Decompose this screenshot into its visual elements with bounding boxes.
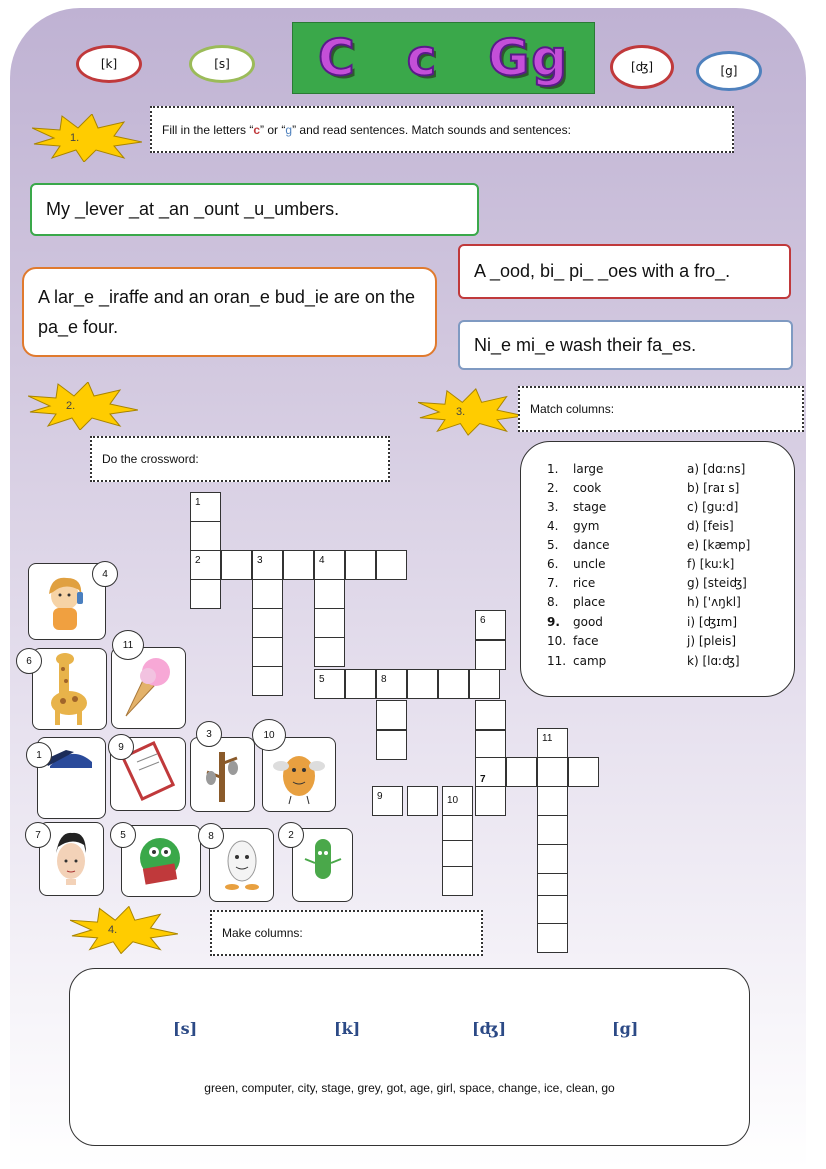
item-word: dance bbox=[573, 538, 610, 552]
crossword-cell[interactable] bbox=[537, 815, 568, 845]
match-row bbox=[521, 615, 794, 634]
crossword-cell[interactable] bbox=[283, 550, 314, 580]
title-letter: c bbox=[406, 29, 439, 87]
item-phonetic: c) [guːd] bbox=[687, 500, 739, 514]
crossword-cell[interactable] bbox=[314, 579, 345, 609]
match-row bbox=[521, 595, 794, 614]
match-row bbox=[521, 634, 794, 653]
clue-number: 4 bbox=[319, 555, 325, 566]
crossword-cell[interactable] bbox=[475, 700, 506, 730]
item-phonetic: f) [kuːk] bbox=[687, 557, 735, 571]
crossword-cell[interactable] bbox=[475, 786, 506, 816]
crossword-cell[interactable] bbox=[407, 786, 438, 816]
crossword-cell[interactable] bbox=[475, 640, 506, 670]
sound-oval-g bbox=[696, 51, 762, 91]
clue-number: 6 bbox=[480, 615, 486, 626]
crossword-cell[interactable] bbox=[190, 550, 221, 580]
item-number: 5. bbox=[547, 538, 559, 552]
picture-label bbox=[198, 823, 224, 849]
task2-instruction bbox=[90, 436, 390, 482]
crossword-cell[interactable] bbox=[314, 608, 345, 638]
picture-label bbox=[26, 742, 52, 768]
match-row bbox=[521, 500, 794, 519]
crossword-cell[interactable] bbox=[252, 579, 283, 609]
item-word: stage bbox=[573, 500, 607, 514]
clue-number: 7 bbox=[480, 774, 486, 785]
title-letter: C bbox=[317, 29, 357, 87]
crossword-cell[interactable] bbox=[506, 757, 537, 787]
match-columns-panel bbox=[520, 441, 795, 697]
clue-number: 5 bbox=[319, 674, 325, 685]
item-phonetic: k) [lɑːʤ] bbox=[687, 654, 740, 668]
crossword-cell[interactable] bbox=[314, 669, 345, 699]
crossword-cell[interactable] bbox=[469, 669, 500, 699]
task-number-star-2 bbox=[28, 382, 138, 430]
sound-oval-k bbox=[76, 45, 142, 83]
crossword-cell[interactable] bbox=[252, 637, 283, 667]
crossword-cell[interactable] bbox=[314, 550, 345, 580]
picture-label bbox=[278, 822, 304, 848]
match-row bbox=[521, 462, 794, 481]
crossword-cell[interactable] bbox=[376, 550, 407, 580]
crossword-cell[interactable] bbox=[252, 550, 283, 580]
item-number: 2. bbox=[547, 481, 559, 495]
item-number: 3. bbox=[547, 500, 559, 514]
clue-number: 9 bbox=[377, 791, 383, 802]
item-phonetic: b) [raɪ s] bbox=[687, 481, 740, 495]
task-number-star-4 bbox=[70, 906, 178, 954]
task-number: 1. bbox=[70, 132, 80, 144]
sound-label: [k] bbox=[100, 57, 118, 71]
column-heading-dzh: [ʤ] bbox=[472, 1019, 507, 1038]
crossword-cell[interactable] bbox=[537, 844, 568, 874]
picture-label bbox=[252, 719, 286, 751]
sound-oval-s bbox=[189, 45, 255, 83]
crossword-cell[interactable] bbox=[372, 786, 403, 816]
picture-label bbox=[112, 630, 144, 660]
crossword-cell[interactable] bbox=[252, 608, 283, 638]
item-word: place bbox=[573, 595, 606, 609]
column-heading-k: [k] bbox=[334, 1019, 361, 1038]
match-row bbox=[521, 519, 794, 538]
sound-oval-dzh bbox=[610, 45, 674, 89]
sentence-box-green bbox=[30, 183, 479, 236]
picture-giraffe bbox=[32, 648, 107, 730]
label-text: 1 bbox=[36, 749, 42, 761]
crossword-cell[interactable] bbox=[376, 669, 407, 699]
crossword-cell[interactable] bbox=[475, 610, 506, 640]
clue-number: 11 bbox=[542, 733, 553, 744]
crossword-cell[interactable] bbox=[221, 550, 252, 580]
item-word: gym bbox=[573, 519, 600, 533]
instruction-text: ” or “ bbox=[260, 122, 286, 137]
item-number: 10. bbox=[547, 634, 567, 648]
sentence-text: Ni_e mi_e wash their fa_es. bbox=[474, 334, 697, 355]
item-word: uncle bbox=[573, 557, 606, 571]
picture-label bbox=[110, 822, 136, 848]
task-number: 3. bbox=[456, 406, 466, 418]
sound-label: [g] bbox=[720, 64, 738, 78]
match-row bbox=[521, 557, 794, 576]
crossword-cell[interactable] bbox=[376, 730, 407, 760]
item-word: camp bbox=[573, 654, 607, 668]
label-text: 9 bbox=[118, 741, 124, 753]
crossword-cell[interactable] bbox=[438, 669, 469, 699]
label-text: 4 bbox=[102, 568, 108, 580]
match-row bbox=[521, 576, 794, 595]
instruction-text: Do the crossword: bbox=[102, 452, 199, 466]
picture-label bbox=[92, 561, 118, 587]
item-word: good bbox=[573, 615, 603, 629]
item-word: rice bbox=[573, 576, 596, 590]
item-phonetic: j) [pleis] bbox=[687, 634, 737, 648]
crossword-cell[interactable] bbox=[537, 757, 568, 787]
clue-number: 3 bbox=[257, 555, 263, 566]
match-row bbox=[521, 654, 794, 673]
item-number: 1. bbox=[547, 462, 559, 476]
task-number-star-3 bbox=[418, 388, 524, 436]
label-text: 5 bbox=[120, 829, 126, 841]
crossword-cell[interactable] bbox=[537, 923, 568, 953]
item-word: large bbox=[573, 462, 604, 476]
instruction-text: Fill in the letters “ bbox=[162, 122, 254, 137]
crossword-cell[interactable] bbox=[345, 550, 376, 580]
match-row bbox=[521, 481, 794, 500]
sentence-text: A _ood, bi_ pi_ _oes with a fro_. bbox=[474, 261, 731, 281]
crossword-cell[interactable] bbox=[442, 786, 473, 816]
title-letter: Gg bbox=[488, 29, 570, 87]
label-text: 8 bbox=[208, 830, 214, 842]
item-number: 4. bbox=[547, 519, 559, 533]
item-number: 6. bbox=[547, 557, 559, 571]
crossword-cell[interactable] bbox=[537, 728, 568, 758]
clue-number: 8 bbox=[381, 674, 387, 685]
label-text: 6 bbox=[26, 655, 32, 667]
crossword-cell[interactable] bbox=[475, 730, 506, 760]
task4-instruction bbox=[210, 910, 483, 956]
crossword-cell[interactable] bbox=[407, 669, 438, 699]
crossword-cell[interactable] bbox=[475, 757, 506, 787]
instruction-text: ” and read sentences. Match sounds and sentences: bbox=[292, 122, 571, 137]
sentence-text: A lar_e _iraffe and an oran_e bud_ie are on the pa_e four. bbox=[38, 287, 415, 337]
instruction-text: Match columns: bbox=[530, 402, 615, 416]
label-text: 10 bbox=[263, 729, 275, 741]
word-list: green, computer, city, stage, grey, got, age, girl, space, change, ice, clean, go bbox=[204, 1081, 615, 1095]
match-row bbox=[521, 538, 794, 557]
item-number: 8. bbox=[547, 595, 559, 609]
crossword-cell[interactable] bbox=[190, 579, 221, 609]
crossword-cell[interactable] bbox=[376, 700, 407, 730]
task3-instruction bbox=[518, 386, 804, 432]
picture-label bbox=[196, 721, 222, 747]
sentence-text: My _lever _at _an _ount _u_umbers. bbox=[46, 199, 340, 219]
picture-tree-monkey bbox=[190, 737, 255, 812]
crossword-cell[interactable] bbox=[252, 666, 283, 696]
sentence-box-red bbox=[458, 244, 791, 299]
task-number: 4. bbox=[108, 924, 118, 936]
crossword-cell[interactable] bbox=[345, 669, 376, 699]
letter-g: g bbox=[285, 122, 293, 137]
item-phonetic: i) [ʤɪm] bbox=[687, 615, 738, 629]
item-word: face bbox=[573, 634, 599, 648]
crossword-cell[interactable] bbox=[314, 637, 345, 667]
sound-label: [s] bbox=[214, 57, 230, 71]
item-number: 9. bbox=[547, 615, 560, 629]
crossword-cell[interactable] bbox=[537, 895, 568, 925]
clue-number: 1 bbox=[195, 497, 201, 508]
task1-instruction bbox=[150, 106, 734, 153]
crossword-cell[interactable] bbox=[442, 866, 473, 896]
clue-number: 10 bbox=[447, 795, 459, 806]
column-heading-g: [g] bbox=[612, 1019, 639, 1038]
instruction-text: Make columns: bbox=[222, 926, 303, 940]
picture-label bbox=[25, 822, 51, 848]
picture-label bbox=[16, 648, 42, 674]
picture-label bbox=[108, 734, 134, 760]
item-phonetic: d) [feis] bbox=[687, 519, 734, 533]
sentence-box-blue bbox=[458, 320, 793, 370]
clue-number: 2 bbox=[195, 555, 201, 566]
item-phonetic: e) [kæmp] bbox=[687, 538, 751, 552]
letter-c: c bbox=[253, 122, 261, 137]
label-text: 11 bbox=[122, 639, 134, 651]
label-text: 3 bbox=[206, 728, 212, 740]
item-number: 11. bbox=[547, 654, 567, 668]
item-phonetic: g) [steiʤ] bbox=[687, 576, 747, 590]
label-text: 2 bbox=[288, 829, 294, 841]
sentence-box-orange bbox=[22, 267, 437, 357]
item-phonetic: h) ['ʌŋkl] bbox=[687, 595, 741, 609]
task-number: 2. bbox=[66, 400, 76, 412]
title-banner bbox=[292, 22, 595, 94]
column-heading-s: [s] bbox=[173, 1019, 198, 1038]
task-number-star-1 bbox=[32, 114, 142, 162]
item-number: 7. bbox=[547, 576, 559, 590]
crossword-cell[interactable] bbox=[568, 757, 599, 787]
crossword-cell[interactable] bbox=[190, 492, 221, 522]
item-phonetic: a) [dɑːns] bbox=[687, 462, 746, 476]
label-text: 7 bbox=[35, 829, 41, 841]
item-word: cook bbox=[573, 481, 602, 495]
sound-label: [ʤ] bbox=[630, 60, 654, 74]
crossword-cell[interactable] bbox=[537, 786, 568, 816]
make-columns-panel bbox=[69, 968, 750, 1146]
crossword-cell[interactable] bbox=[190, 521, 221, 551]
